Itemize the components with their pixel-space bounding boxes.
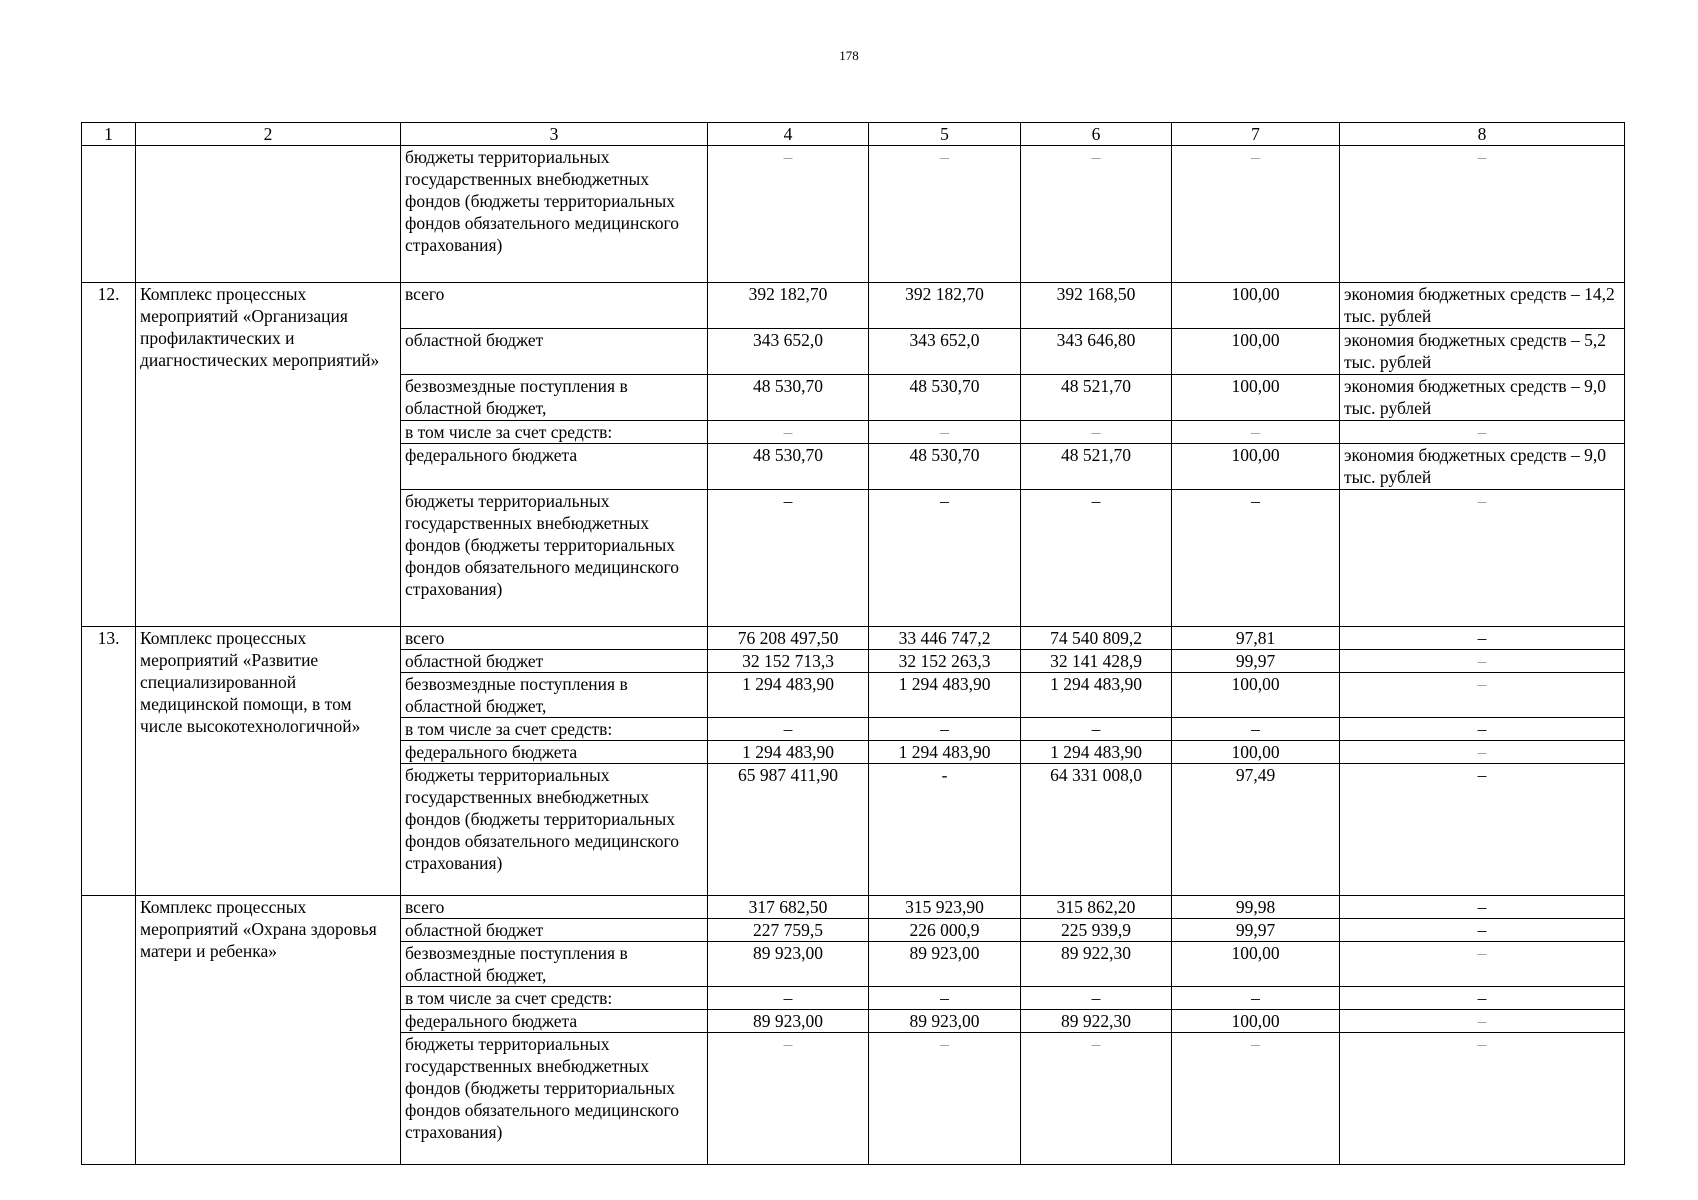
value-cell: – <box>869 490 1021 627</box>
value-cell: – <box>869 146 1021 283</box>
value-cell: – <box>1021 718 1172 741</box>
note-cell: – <box>1340 146 1625 283</box>
table-row <box>82 283 1625 329</box>
value-cell: – <box>869 987 1021 1010</box>
value-cell: 65 987 411,90 <box>708 764 869 896</box>
note-cell: – <box>1340 627 1625 650</box>
note-cell: – <box>1340 1033 1625 1165</box>
value-cell: 99,97 <box>1172 650 1340 673</box>
value-cell: – <box>1021 1033 1172 1165</box>
value-cell: 32 152 263,3 <box>869 650 1021 673</box>
table-row <box>82 896 1625 919</box>
row-number <box>82 896 136 1165</box>
row-number: 13. <box>82 627 136 896</box>
value-cell: – <box>1021 421 1172 444</box>
value-cell: – <box>869 718 1021 741</box>
note-cell: – <box>1340 741 1625 764</box>
note-cell: – <box>1340 1010 1625 1033</box>
value-cell: 1 294 483,90 <box>1021 741 1172 764</box>
funding-source: в том числе за счет средств: <box>401 987 708 1010</box>
value-cell: 100,00 <box>1172 942 1340 987</box>
funding-source: безвозмездные поступления в областной бюджет, <box>401 673 708 718</box>
funding-source: всего <box>401 627 708 650</box>
funding-source: федерального бюджета <box>401 444 708 490</box>
value-cell: 392 182,70 <box>708 283 869 329</box>
value-cell: 48 530,70 <box>708 444 869 490</box>
value-cell: 1 294 483,90 <box>869 673 1021 718</box>
value-cell: – <box>708 490 869 627</box>
page-number: 178 <box>839 48 859 63</box>
funding-source: федерального бюджета <box>401 1010 708 1033</box>
value-cell: 48 530,70 <box>708 375 869 421</box>
value-cell: 48 521,70 <box>1021 375 1172 421</box>
value-cell: 48 521,70 <box>1021 444 1172 490</box>
value-cell: – <box>1172 146 1340 283</box>
value-cell: 89 923,00 <box>708 1010 869 1033</box>
value-cell: 89 922,30 <box>1021 942 1172 987</box>
value-cell: 392 182,70 <box>869 283 1021 329</box>
value-cell: – <box>1172 490 1340 627</box>
funding-source: безвозмездные поступления в областной бюджет, <box>401 375 708 421</box>
funding-source: областной бюджет <box>401 650 708 673</box>
value-cell: 100,00 <box>1172 673 1340 718</box>
value-cell: – <box>1021 490 1172 627</box>
value-cell: – <box>708 146 869 283</box>
value-cell: 89 923,00 <box>869 942 1021 987</box>
value-cell: 343 652,0 <box>708 329 869 375</box>
note-cell: – <box>1340 919 1625 942</box>
program-name: Комплекс процессных мероприятий «Охрана здоровья матери и ребенка» <box>136 896 401 1165</box>
value-cell: 1 294 483,90 <box>708 741 869 764</box>
column-header: 4 <box>708 123 869 146</box>
value-cell: 392 168,50 <box>1021 283 1172 329</box>
value-cell: 48 530,70 <box>869 444 1021 490</box>
value-cell: 100,00 <box>1172 1010 1340 1033</box>
note-cell: – <box>1340 942 1625 987</box>
note-cell: экономия бюджетных средств – 9,0 тыс. рублей <box>1340 444 1625 490</box>
note-cell: – <box>1340 718 1625 741</box>
funding-source: бюджеты территориальных государственных внебюджетных фондов (бюджеты территориальных фондов обязательного медицинского страхования) <box>401 764 708 896</box>
value-cell: 317 682,50 <box>708 896 869 919</box>
value-cell: - <box>869 764 1021 896</box>
value-cell: 89 922,30 <box>1021 1010 1172 1033</box>
note-cell: экономия бюджетных средств – 14,2 тыс. рублей <box>1340 283 1625 329</box>
value-cell: 97,81 <box>1172 627 1340 650</box>
note-cell: экономия бюджетных средств – 9,0 тыс. рублей <box>1340 375 1625 421</box>
value-cell: 343 646,80 <box>1021 329 1172 375</box>
value-cell: – <box>708 987 869 1010</box>
row-number: 12. <box>82 283 136 627</box>
value-cell: 97,49 <box>1172 764 1340 896</box>
note-cell: – <box>1340 987 1625 1010</box>
value-cell: 1 294 483,90 <box>869 741 1021 764</box>
column-header: 8 <box>1340 123 1625 146</box>
funding-source: областной бюджет <box>401 329 708 375</box>
value-cell: – <box>1021 987 1172 1010</box>
value-cell: – <box>1172 718 1340 741</box>
value-cell: – <box>1021 146 1172 283</box>
note-cell: – <box>1340 490 1625 627</box>
column-number-header <box>82 123 1625 146</box>
value-cell: 89 923,00 <box>708 942 869 987</box>
note-cell: экономия бюджетных средств – 5,2 тыс. рублей <box>1340 329 1625 375</box>
value-cell: 99,98 <box>1172 896 1340 919</box>
value-cell: – <box>708 718 869 741</box>
value-cell: 343 652,0 <box>869 329 1021 375</box>
value-cell: – <box>869 1033 1021 1165</box>
value-cell: 76 208 497,50 <box>708 627 869 650</box>
value-cell: 226 000,9 <box>869 919 1021 942</box>
column-header: 5 <box>869 123 1021 146</box>
funding-source: безвозмездные поступления в областной бюджет, <box>401 942 708 987</box>
value-cell: – <box>1172 987 1340 1010</box>
note-cell: – <box>1340 896 1625 919</box>
funding-source: бюджеты территориальных государственных внебюджетных фондов (бюджеты территориальных фондов обязательного медицинского страхования) <box>401 1033 708 1165</box>
value-cell: – <box>1172 421 1340 444</box>
budget-execution-table <box>81 122 1625 1165</box>
value-cell: – <box>708 421 869 444</box>
program-name: Комплекс процессных мероприятий «Развитие специализированной медицинской помощи, в том числе высокотехнологичной» <box>136 627 401 896</box>
table-row <box>82 146 1625 283</box>
column-header: 2 <box>136 123 401 146</box>
funding-source: областной бюджет <box>401 919 708 942</box>
value-cell: 89 923,00 <box>869 1010 1021 1033</box>
value-cell: 227 759,5 <box>708 919 869 942</box>
value-cell: 74 540 809,2 <box>1021 627 1172 650</box>
note-cell: – <box>1340 764 1625 896</box>
funding-source: всего <box>401 896 708 919</box>
funding-source: в том числе за счет средств: <box>401 718 708 741</box>
value-cell: 225 939,9 <box>1021 919 1172 942</box>
column-header: 3 <box>401 123 708 146</box>
value-cell: 64 331 008,0 <box>1021 764 1172 896</box>
column-header: 1 <box>82 123 136 146</box>
value-cell: 100,00 <box>1172 329 1340 375</box>
value-cell: 1 294 483,90 <box>708 673 869 718</box>
value-cell: 315 923,90 <box>869 896 1021 919</box>
value-cell: 1 294 483,90 <box>1021 673 1172 718</box>
note-cell: – <box>1340 650 1625 673</box>
value-cell: 100,00 <box>1172 444 1340 490</box>
value-cell: – <box>1172 1033 1340 1165</box>
column-header: 6 <box>1021 123 1172 146</box>
program-name: Комплекс процессных мероприятий «Организация профилактических и диагностических мероприятий» <box>136 283 401 627</box>
funding-source: всего <box>401 283 708 329</box>
program-name-cell <box>136 146 401 283</box>
value-cell: 315 862,20 <box>1021 896 1172 919</box>
funding-source: федерального бюджета <box>401 741 708 764</box>
value-cell: 32 141 428,9 <box>1021 650 1172 673</box>
value-cell: 99,97 <box>1172 919 1340 942</box>
funding-source: в том числе за счет средств: <box>401 421 708 444</box>
value-cell: 100,00 <box>1172 283 1340 329</box>
value-cell: – <box>869 421 1021 444</box>
value-cell: 100,00 <box>1172 741 1340 764</box>
row-number-cell <box>82 146 136 283</box>
value-cell: 33 446 747,2 <box>869 627 1021 650</box>
value-cell: 100,00 <box>1172 375 1340 421</box>
note-cell: – <box>1340 673 1625 718</box>
column-header: 7 <box>1172 123 1340 146</box>
funding-source: бюджеты территориальных государственных внебюджетных фондов (бюджеты территориальных фондов обязательного медицинского страхования) <box>401 490 708 627</box>
note-cell: – <box>1340 421 1625 444</box>
funding-source: бюджеты территориальных государственных внебюджетных фондов (бюджеты территориальных фондов обязательного медицинского страхования) <box>401 146 708 283</box>
value-cell: – <box>708 1033 869 1165</box>
value-cell: 32 152 713,3 <box>708 650 869 673</box>
table-row <box>82 627 1625 650</box>
value-cell: 48 530,70 <box>869 375 1021 421</box>
